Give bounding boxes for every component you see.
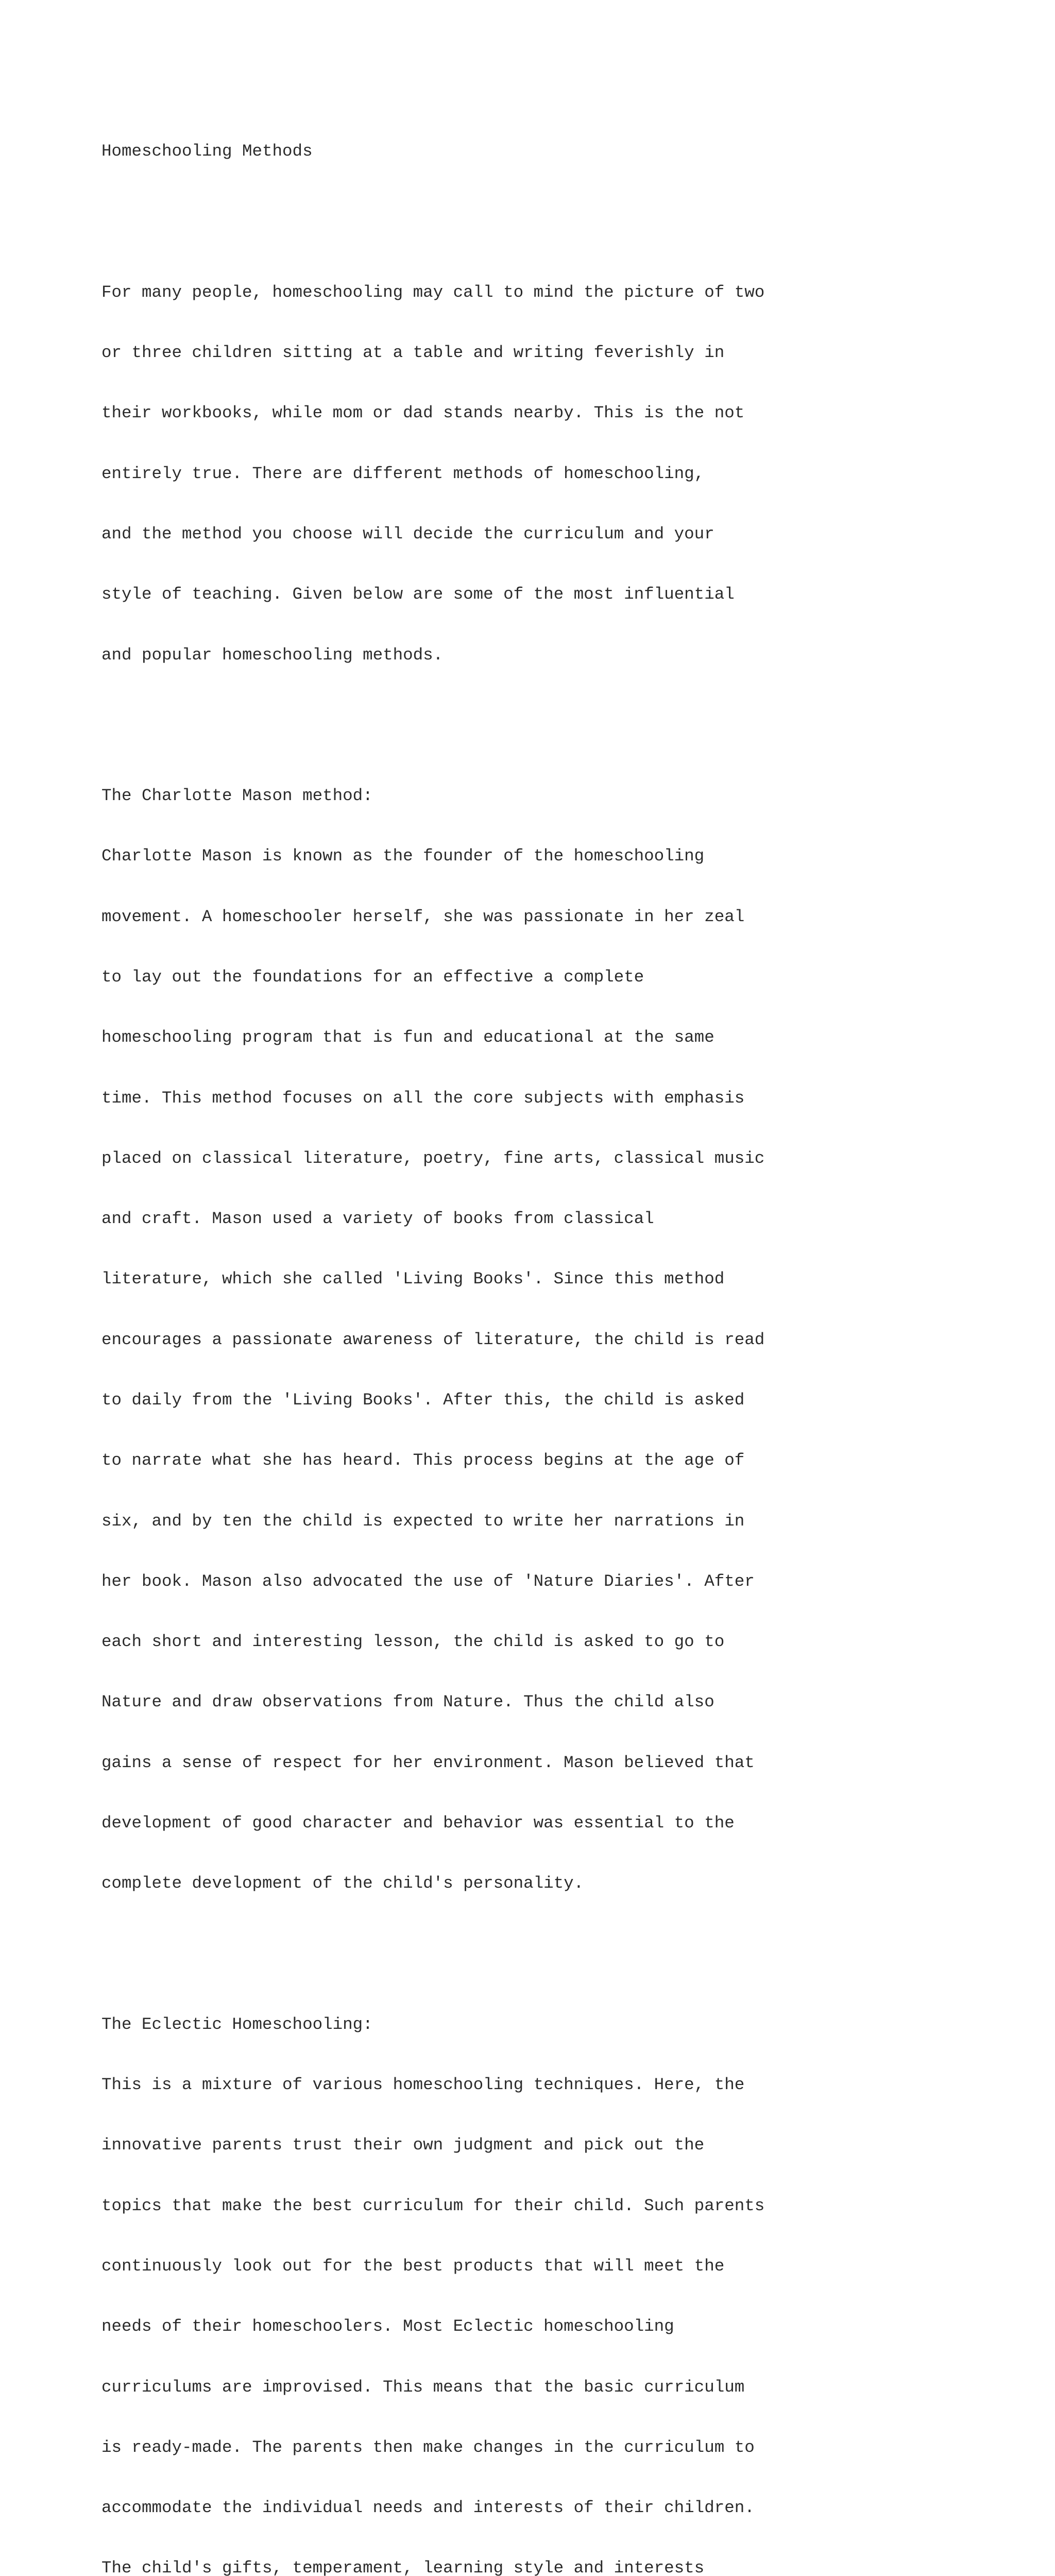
intro-line: and popular homeschooling methods.: [101, 645, 444, 665]
section-line: six, and by ten the child is expected to write her narrations in: [101, 1511, 745, 1531]
document-body: [101, 101, 1029, 2576]
section-line: to lay out the foundations for an effective a complete: [101, 968, 644, 987]
intro-line: and the method you choose will decide the curriculum and your: [101, 524, 714, 544]
section-line: movement. A homeschooler herself, she was passionate in her zeal: [101, 907, 745, 926]
intro-line: For many people, homeschooling may call to mind the picture of two: [101, 282, 765, 302]
section-line: topics that make the best curriculum for their child. Such parents: [101, 2196, 765, 2215]
blank-line: [101, 705, 1029, 725]
section-heading-eclectic: The Eclectic Homeschooling:: [101, 2014, 373, 2034]
blank-line: [101, 201, 1029, 222]
section-line: is ready-made. The parents then make changes in the curriculum to: [101, 2437, 755, 2457]
section-line: encourages a passionate awareness of literature, the child is read: [101, 1330, 765, 1349]
section-line: her book. Mason also advocated the use of 'Nature Diaries'. After: [101, 1571, 755, 1591]
section-line: literature, which she called 'Living Books'. Since this method: [101, 1269, 725, 1289]
section-line: innovative parents trust their own judgment and pick out the: [101, 2136, 705, 2155]
section-line: curriculums are improvised. This means that the basic curriculum: [101, 2377, 745, 2397]
section-line: This is a mixture of various homeschooling techniques. Here, the: [101, 2075, 745, 2095]
section-line: to daily from the 'Living Books'. After this, the child is asked: [101, 1391, 745, 1410]
section-line: time. This method focuses on all the core subjects with emphasis: [101, 1088, 745, 1108]
section-line: placed on classical literature, poetry, fine arts, classical music: [101, 1148, 765, 1168]
section-line: to narrate what she has heard. This process begins at the age of: [101, 1451, 745, 1470]
section-line: and craft. Mason used a variety of books from classical: [101, 1209, 654, 1229]
intro-line: their workbooks, while mom or dad stands nearby. This is the not: [101, 403, 745, 423]
intro-line: style of teaching. Given below are some of the most influential: [101, 585, 735, 604]
section-heading-charlotte-mason: The Charlotte Mason method:: [101, 786, 373, 806]
section-line: Charlotte Mason is known as the founder of the homeschooling: [101, 846, 705, 866]
document-title: Homeschooling Methods: [101, 142, 313, 161]
intro-line: or three children sitting at a table and writing feverishly in: [101, 343, 725, 363]
section-line: each short and interesting lesson, the child is asked to go to: [101, 1632, 725, 1652]
section-line: Nature and draw observations from Nature. Thus the child also: [101, 1692, 714, 1712]
section-line: accommodate the individual needs and interests of their children.: [101, 2498, 755, 2518]
blank-line: [101, 1934, 1029, 1954]
intro-line: entirely true. There are different methods of homeschooling,: [101, 464, 705, 483]
section-line: gains a sense of respect for her environment. Mason believed that: [101, 1753, 755, 1772]
section-line: continuously look out for the best products that will meet the: [101, 2257, 725, 2276]
section-line: needs of their homeschoolers. Most Eclectic homeschooling: [101, 2317, 674, 2336]
section-line: complete development of the child's personality.: [101, 1874, 584, 1893]
section-line: The child's gifts, temperament, learning style and interests: [101, 2558, 705, 2576]
section-line: development of good character and behavior was essential to the: [101, 1813, 735, 1833]
section-line: homeschooling program that is fun and educational at the same: [101, 1028, 714, 1047]
